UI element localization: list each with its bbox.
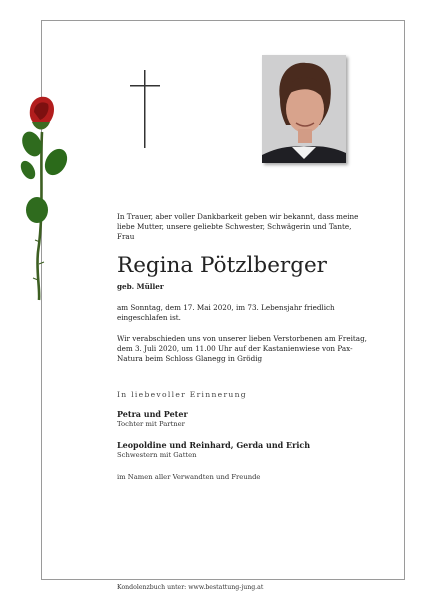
mourner-name: Petra und Peter — [117, 409, 188, 419]
maiden-name: geb. Müller — [117, 282, 164, 291]
death-text: am Sonntag, dem 17. Mai 2020, im 73. Lebensjahr friedlich eingeschlafen ist. — [117, 303, 335, 322]
mourner-name: Leopoldine und Reinhard, Gerda und Erich — [117, 440, 311, 450]
cross-icon — [130, 70, 160, 148]
deceased-name: Regina Pötzlberger — [117, 253, 327, 278]
obituary-card — [41, 20, 405, 580]
portrait-photo — [262, 55, 346, 163]
mourner-relation: Tochter mit Partner — [117, 420, 185, 428]
rose-icon — [18, 92, 73, 302]
intro-text: In Trauer, aber voller Dankbarkeit geben wir bekannt, dass meine liebe Mutter, unsere geliebte Schwester, Schwägerin und Tante, Frau — [117, 212, 359, 241]
mourner-relation: Schwestern mit Gatten — [117, 451, 197, 459]
closing-text: im Namen aller Verwandten und Freunde — [117, 473, 261, 481]
memory-heading: In liebevoller Erinnerung — [117, 390, 247, 399]
funeral-text: Wir verabschieden uns von unserer lieben Verstorbenen am Freitag, dem 3. Juli 2020, um 11.00 Uhr auf der Kastanienwiese von Pax-Natura beim Schloss Glanegg in Grödig — [117, 334, 367, 363]
condolence-link[interactable]: Kondolenzbuch unter: www.bestattung-jung.at — [117, 584, 264, 591]
